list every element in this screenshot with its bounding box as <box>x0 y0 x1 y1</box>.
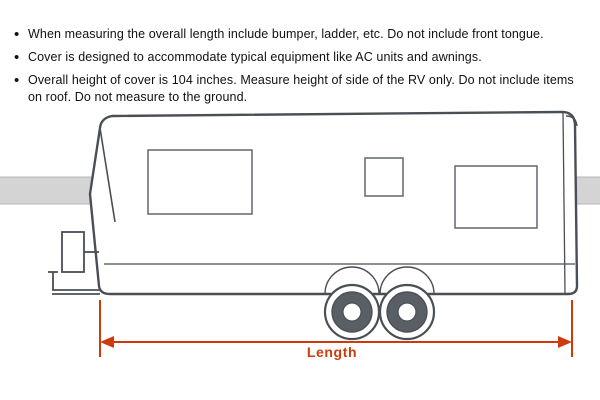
list-item <box>14 72 580 106</box>
list-item <box>14 49 580 66</box>
bullet-icon: • <box>14 49 20 66</box>
trailer-tongue <box>48 232 100 294</box>
bullet-icon: • <box>14 72 20 89</box>
rv-trailer-illustration <box>0 104 600 400</box>
length-label <box>0 344 600 360</box>
bullet-icon: • <box>14 26 20 43</box>
measuring-notes-list <box>14 26 580 112</box>
note-text: Cover is designed to accommodate typical equipment like AC units and awnings. <box>28 50 482 64</box>
list-item <box>14 26 580 43</box>
length-label-text: Length <box>306 344 358 360</box>
note-text: When measuring the overall length include bumper, ladder, etc. Do not include front tongue. <box>28 27 544 41</box>
note-text: Overall height of cover is 104 inches. Measure height of side of the RV only. Do not include items on roof. Do not measure to the ground. <box>28 73 574 104</box>
